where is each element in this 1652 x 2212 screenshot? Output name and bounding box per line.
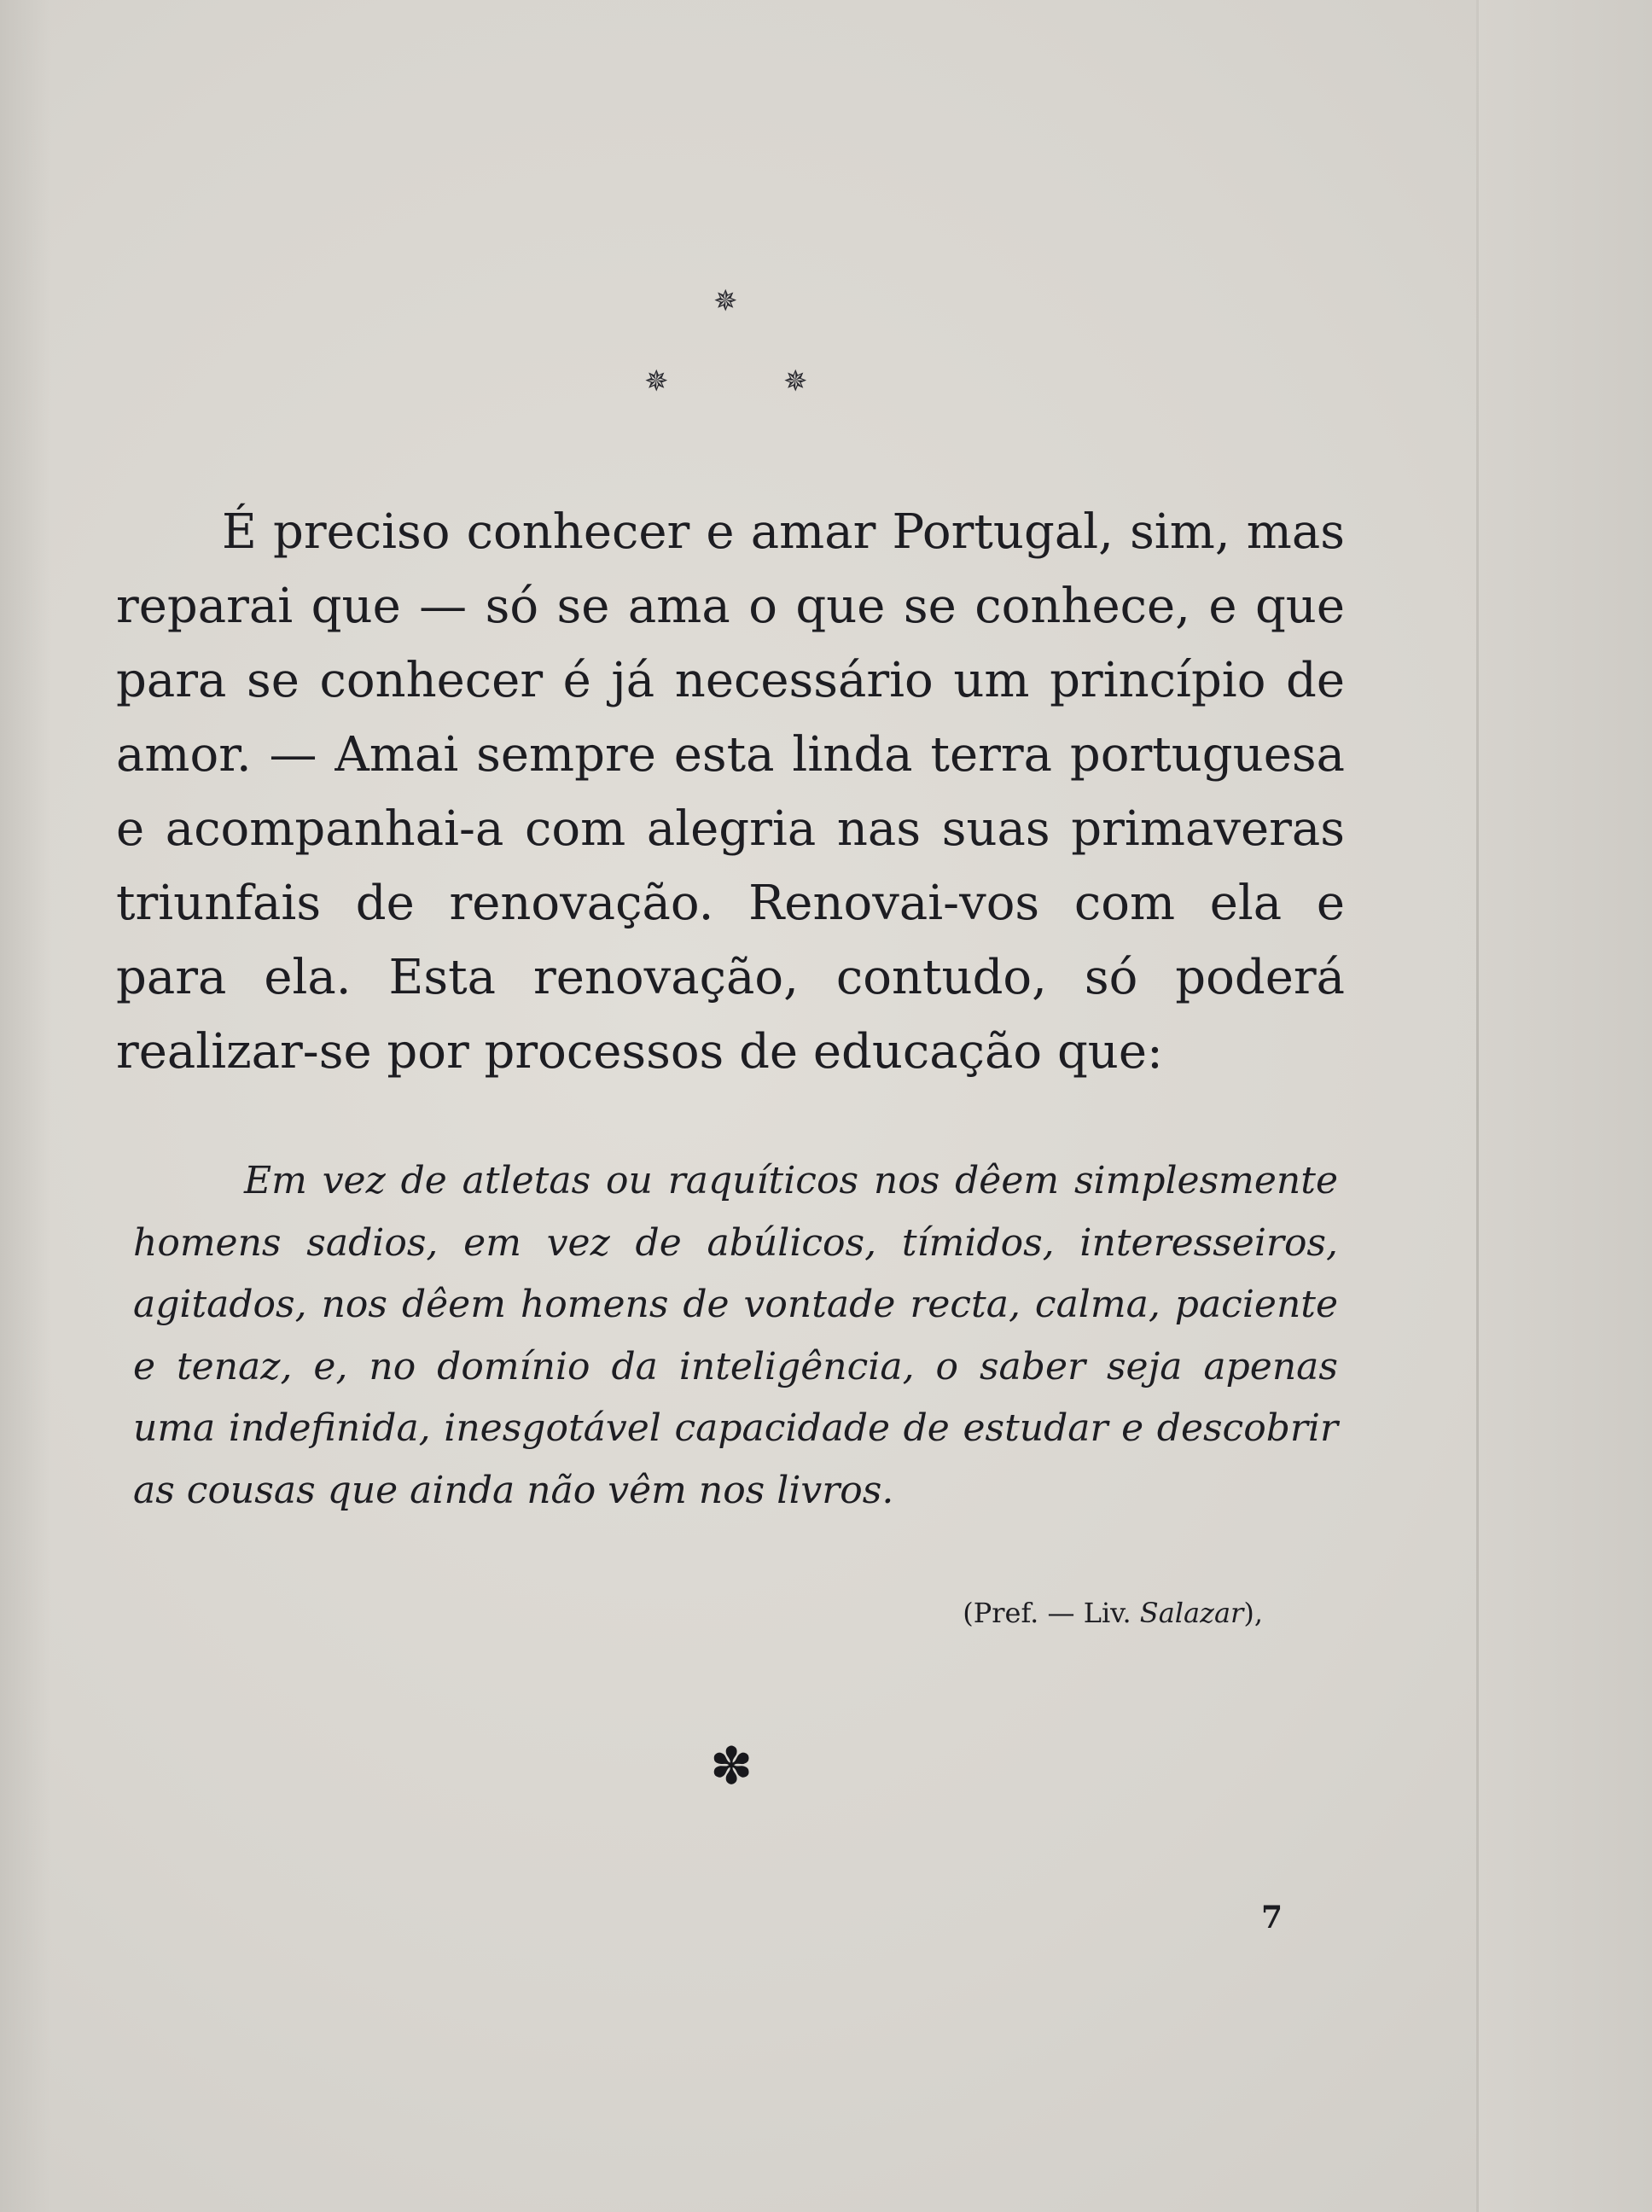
attribution [963, 1596, 1263, 1630]
main-paragraph-block [116, 495, 1345, 1089]
flower-ornament-icon: ✽ [710, 1737, 753, 1796]
page-fold [1476, 0, 1479, 2212]
main-paragraph: É preciso conhecer e amar Portugal, sim, mas reparai que — só se ama o que se conhece, e que para se conhecer é já necessário um princípio de amor. — Amai sempre esta linda terra portuguesa e acompanhai-a com alegria nas suas primaveras triunfais de renovação. Renovai-vos com ela e para ela. Esta renovação, contudo, só poderá realizar-se por processos de educação que: [116, 504, 1345, 1080]
attribution-name: Salazar [1139, 1597, 1244, 1629]
attribution-prefix: (Pref. — Liv. [963, 1597, 1140, 1629]
page-number: 7 [1261, 1900, 1283, 1936]
quotation-block [133, 1150, 1338, 1522]
quotation-paragraph: Em vez de atletas ou raquíticos nos dêem simplesmente homens sadios, em vez de abúlicos, tímidos, interesseiros, agitados, nos dêem homens de vontade recta, calma, paciente e tenaz, e, no domínio da inteligência, o saber seja apenas uma indefinida, inesgotável capacidade de estudar e descobrir as cousas que ainda não vêm nos livros. [133, 1159, 1338, 1512]
star-ornament-icon: ✵ [783, 364, 808, 399]
attribution-suffix: ), [1243, 1597, 1263, 1629]
gutter-shadow [0, 0, 51, 2212]
star-ornament-icon: ✵ [644, 364, 669, 399]
page-edge [1479, 0, 1652, 2212]
star-ornament-icon: ✵ [713, 284, 738, 318]
